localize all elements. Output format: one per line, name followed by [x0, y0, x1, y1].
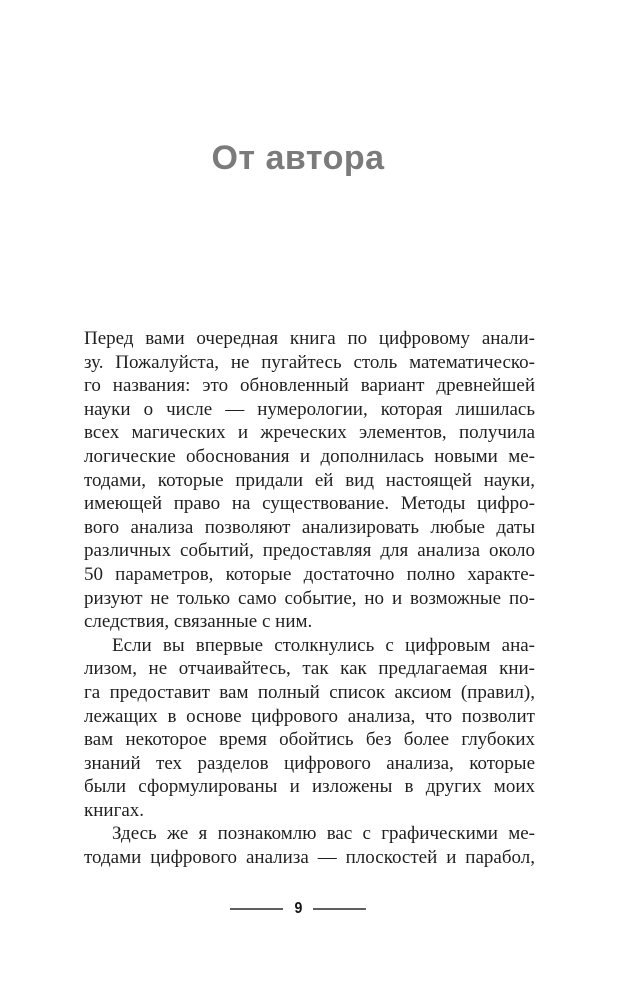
text-line: следствия, связанные с ним. [84, 611, 313, 633]
text-line: тодами, которые придали ей вид настоящей науки, [84, 469, 535, 491]
text-line: 50 параметров, которые достаточно полно характе- [84, 563, 535, 585]
text-line: вам некоторое время обойтись без более глубоких [84, 729, 535, 751]
text-line: Здесь же я познакомлю вас с графическими ме- [112, 823, 535, 845]
text-line: имеющей право на существование. Методы цифро- [84, 493, 535, 515]
text-line: вого анализа позволяют анализировать любые даты [84, 516, 535, 538]
text-line: Перед вами очередная книга по цифровому анали- [84, 328, 535, 349]
text-line: тодами цифрового анализа — плоскостей и парабол, [84, 847, 535, 869]
body-text [84, 327, 535, 870]
text-line: лежащих в основе цифрового анализа, что позволит [84, 705, 535, 727]
text-line: книгах. [84, 799, 145, 821]
text-line: ризуют не только само событие, но и возможные по- [84, 587, 535, 609]
text-line: науки о числе — нумерологии, которая лишилась [84, 398, 535, 420]
text-line: го названия: это обновленный вариант древнейшей [84, 375, 535, 397]
chapter-title: От автора [211, 139, 385, 177]
text-line: знаний тех разделов цифрового анализа, которые [84, 752, 535, 774]
page-number: 9 [294, 900, 302, 917]
text-line: всех магических и жреческих элементов, получила [84, 422, 535, 444]
text-line: Если вы впервые столкнулись с цифровым ана- [112, 634, 535, 656]
text-line: логические обоснования и дополнилась новыми ме- [84, 445, 535, 467]
footer-rule-right [313, 908, 366, 910]
footer-rule-left [230, 908, 283, 910]
text-line: зу. Пожалуйста, не пугайтесь столь математическо- [84, 351, 535, 373]
text-line: га предоставит вам полный список аксиом (правил), [84, 681, 535, 703]
page-footer [73, 900, 523, 918]
text-line: были сформулированы и изложены в других моих [84, 776, 535, 798]
text-line: лизом, не отчаивайтесь, так как предлагаемая кни- [84, 658, 535, 680]
text-line: различных событий, предоставляя для анализа около [84, 540, 535, 562]
